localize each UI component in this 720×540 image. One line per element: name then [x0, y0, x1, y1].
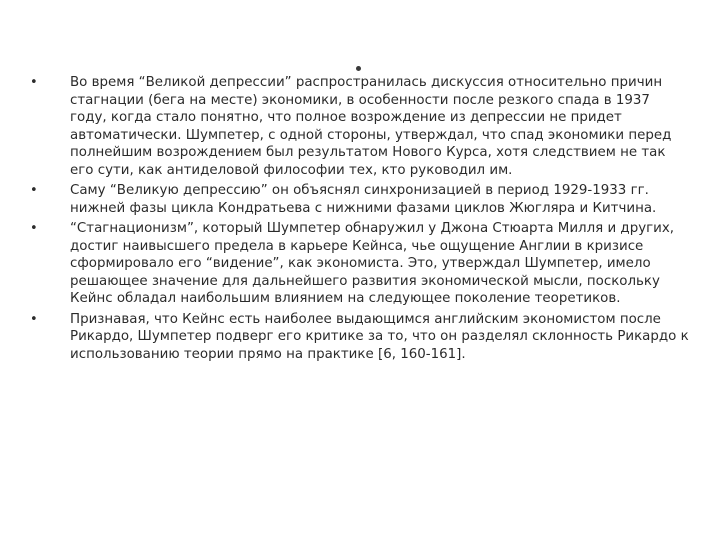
list-item [30, 311, 690, 364]
bullet-text: Во время “Великой депрессии” распространилась дискуссия относительно причин стагнации (бега на месте) экономики, в особенности после резкого спада в 1937 году, когда стало понятно, что полное возрождение из депрессии не придет автоматически. Шумпетер, с одной стороны, утверждал, что спад экономики перед полнейшим возрождением был результатом Нового Курса, хотя следствием не так его сути, как антиделовой философии тех, кто руководил им. [70, 75, 672, 178]
bullet-icon: • [30, 183, 38, 198]
bullet-icon: • [30, 75, 38, 90]
bullet-text: “Стагнационизм”, который Шумпетер обнаружил у Джона Стюарта Милля и других, достиг наивысшего предела в карьере Кейнса, чье ощущение Англии в кризисе сформировало его “видение”, как экономиста. Это, утверждал Шумпетер, имело решающее значение для дальнейшего развития экономической мысли, поскольку Кейнс обладал наибольшим влиянием на следующее поколение теоретиков. [70, 221, 675, 306]
bullet-icon: • [30, 221, 38, 236]
list-item [30, 182, 690, 217]
bullet-list [30, 74, 690, 366]
bullet-text: Саму “Великую депрессию” он объяснял синхронизацией в период 1929-1933 гг. нижней фазы цикла Кондратьева с нижними фазами циклов Жюгляра и Китчина. [70, 183, 657, 216]
list-item [30, 220, 690, 308]
bullet-icon: • [30, 311, 38, 327]
list-item [30, 74, 690, 179]
decorative-dot [356, 66, 361, 71]
bullet-text: Признавая, что Кейнс есть наиболее выдающимся английским экономистом после Рикардо, Шумпетер подверг его критике за то, что он разделял склонность Рикардо к использованию теории прямо на практике [6, 160-161]. [70, 311, 689, 362]
